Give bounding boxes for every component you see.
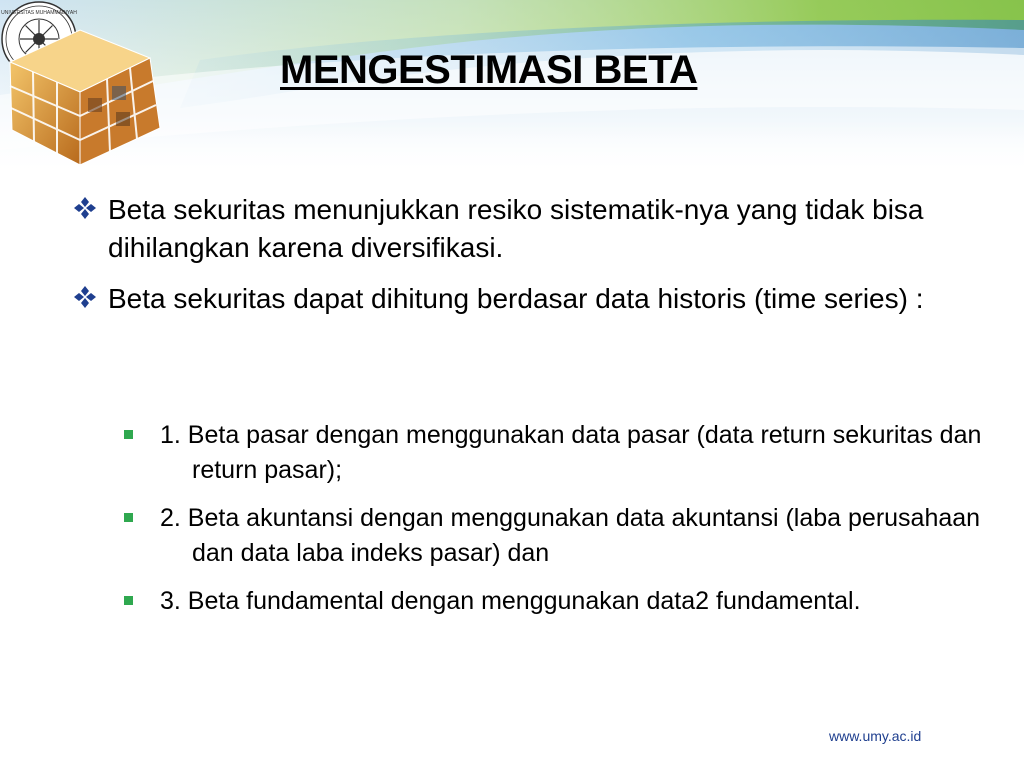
sub-bullet-item	[160, 501, 992, 571]
bullet-item	[108, 191, 978, 267]
slide-title: MENGESTIMASI BETA	[280, 48, 698, 92]
square-bullet-icon	[124, 430, 133, 439]
bullet-text: Beta sekuritas menunjukkan resiko sistematik-nya yang tidak bisa dihilangkan karena diversifikasi.	[108, 194, 924, 263]
diamond-four-icon	[72, 195, 98, 221]
sub-bullet-text: 3. Beta fundamental dengan menggunakan data2 fundamental.	[160, 587, 861, 615]
bullet-text: Beta sekuritas dapat dihitung berdasar data historis (time series) :	[108, 283, 924, 314]
footer-url-link[interactable]: www.umy.ac.id	[829, 728, 922, 744]
svg-text:UNIVERSITAS MUHAMMADIYAH: UNIVERSITAS MUHAMMADIYAH	[1, 10, 77, 16]
bullet-item	[108, 280, 978, 318]
sub-bullet-item	[160, 418, 992, 488]
diamond-four-icon	[72, 284, 98, 310]
sub-bullet-text: 1. Beta pasar dengan menggunakan data pasar (data return sekuritas dan return pasar);	[160, 421, 982, 484]
sub-bullet-item	[160, 584, 992, 619]
square-bullet-icon	[124, 596, 133, 605]
square-bullet-icon	[124, 513, 133, 522]
sub-bullet-text: 2. Beta akuntansi dengan menggunakan data akuntansi (laba perusahaan dan data laba indeks pasar) dan	[160, 504, 981, 567]
